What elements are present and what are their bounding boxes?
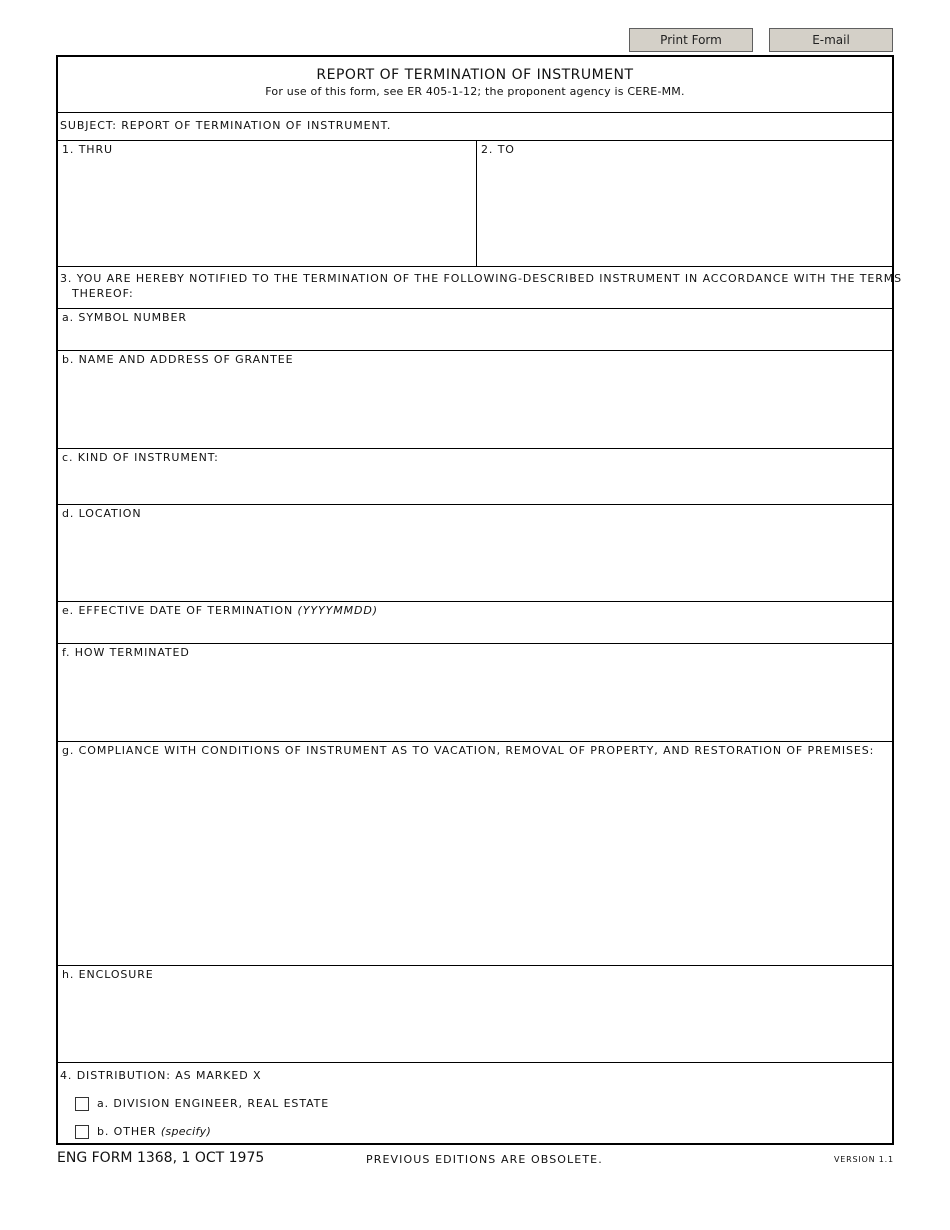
termination-report-form xyxy=(56,55,903,1145)
form-header xyxy=(58,57,892,113)
location-field[interactable] xyxy=(58,505,892,602)
effective-date-label xyxy=(62,604,378,617)
kind-of-instrument-label: c. KIND OF INSTRUMENT: xyxy=(62,451,219,464)
compliance-field[interactable] xyxy=(58,742,892,966)
email-button[interactable]: E-mail xyxy=(769,28,893,52)
thru-label: 1. THRU xyxy=(62,143,113,156)
effective-date-text: e. EFFECTIVE DATE OF TERMINATION xyxy=(62,604,294,617)
obsolete-notice: PREVIOUS EDITIONS ARE OBSOLETE. xyxy=(366,1153,603,1166)
division-engineer-label: a. DIVISION ENGINEER, REAL ESTATE xyxy=(97,1097,330,1110)
subject-row xyxy=(58,113,892,141)
to-label: 2. TO xyxy=(481,143,515,156)
print-form-button[interactable]: Print Form xyxy=(629,28,753,52)
form-title: REPORT OF TERMINATION OF INSTRUMENT xyxy=(316,67,634,83)
form-subtitle: For use of this form, see ER 405-1-12; the proponent agency is CERE-MM. xyxy=(265,85,685,98)
notice-line2: THEREOF: xyxy=(72,287,134,300)
distribution-label: 4. DISTRIBUTION: AS MARKED X xyxy=(60,1069,262,1082)
other-checkbox[interactable] xyxy=(75,1125,89,1139)
division-engineer-checkbox[interactable] xyxy=(75,1097,89,1111)
enclosure-field[interactable] xyxy=(58,966,892,1063)
how-terminated-field[interactable] xyxy=(58,644,892,742)
grantee-label: b. NAME AND ADDRESS OF GRANTEE xyxy=(62,353,294,366)
location-label: d. LOCATION xyxy=(62,507,142,520)
to-field[interactable] xyxy=(477,141,892,266)
other-label-text: b. OTHER xyxy=(97,1125,157,1138)
symbol-number-field[interactable] xyxy=(58,309,892,351)
symbol-number-label: a. SYMBOL NUMBER xyxy=(62,311,187,324)
notice-row xyxy=(58,267,903,309)
thru-field[interactable] xyxy=(58,141,476,266)
effective-date-field[interactable] xyxy=(58,602,892,644)
enclosure-label: h. ENCLOSURE xyxy=(62,968,154,981)
kind-of-instrument-field[interactable] xyxy=(58,449,892,505)
compliance-label: g. COMPLIANCE WITH CONDITIONS OF INSTRUMENT AS TO VACATION, REMOVAL OF PROPERTY, AND RESTORATION OF PREMISES: xyxy=(62,744,875,757)
notice-line1: 3. YOU ARE HEREBY NOTIFIED TO THE TERMINATION OF THE FOLLOWING-DESCRIBED INSTRUMENT IN ACCORDANCE WITH THE TERMS xyxy=(60,272,903,285)
version-label: VERSION 1.1 xyxy=(834,1155,894,1164)
thru-to-row xyxy=(58,141,892,267)
form-identifier: ENG FORM 1368, 1 OCT 1975 xyxy=(57,1150,265,1166)
other-label-hint: (specify) xyxy=(160,1125,212,1138)
how-terminated-label: f. HOW TERMINATED xyxy=(62,646,190,659)
effective-date-format: (YYYYMMDD) xyxy=(297,604,378,617)
distribution-section xyxy=(58,1063,892,1143)
grantee-field[interactable] xyxy=(58,351,892,449)
other-label xyxy=(97,1125,211,1138)
subject-label: SUBJECT: REPORT OF TERMINATION OF INSTRUMENT. xyxy=(60,119,392,132)
